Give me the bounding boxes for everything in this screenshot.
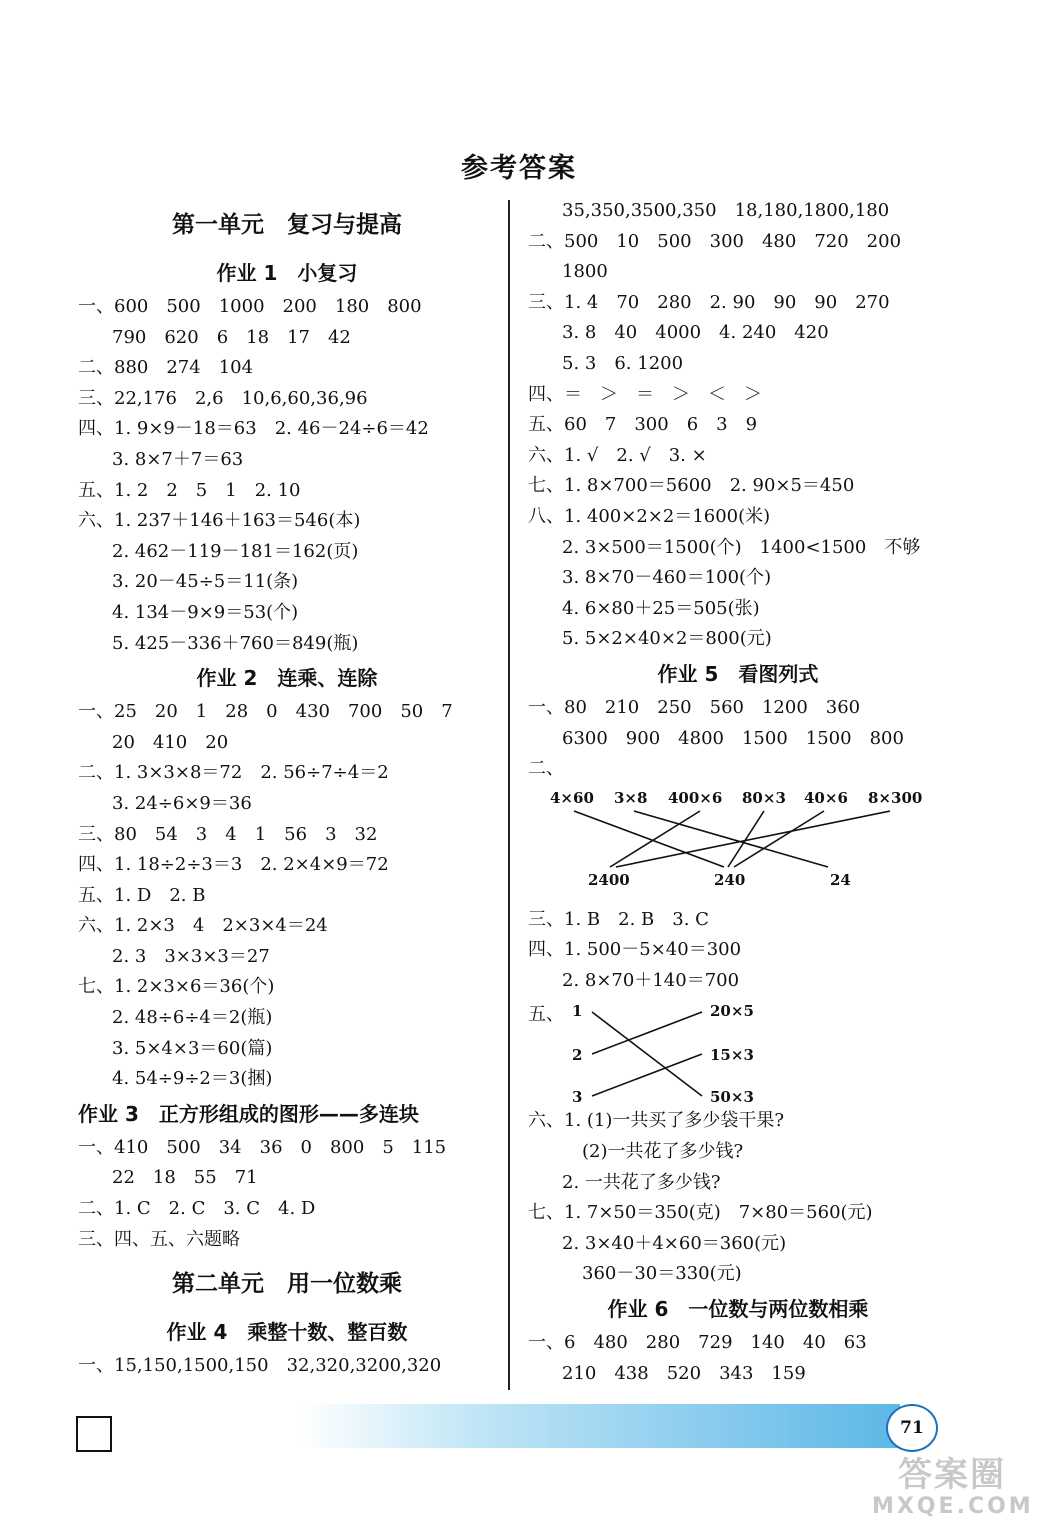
- answer-line: 四、1. 18÷2÷3＝3 2. 2×4×9＝72: [78, 854, 389, 876]
- answer-line: 一、6 480 280 729 140 40 63: [528, 1332, 867, 1354]
- answer-line: 二、: [528, 758, 564, 780]
- match1-bottom-2: 24: [830, 870, 851, 889]
- match1-line: [616, 811, 890, 867]
- answer-line: 八、1. 400×2×2＝1600(米): [528, 505, 771, 527]
- answer-line: 一、25 20 1 28 0 430 700 50 7: [78, 701, 453, 723]
- checkbox-square: [76, 1416, 112, 1452]
- hw2-title: 作业 2 连乘、连除: [196, 666, 378, 691]
- answer-line: 一、600 500 1000 200 180 800: [78, 296, 422, 317]
- answer-line: 二、1. C 2. C 3. C 4. D: [78, 1198, 316, 1220]
- hw6-title: 作业 6 一位数与两位数相乘: [607, 1297, 869, 1322]
- hw1-title: 作业 1 小复习: [216, 261, 358, 285]
- answer-line: 六、1. 237＋146＋163＝546(本): [78, 510, 361, 532]
- match2-label: 五、: [528, 1004, 564, 1026]
- answer-line: 二、880 274 104: [78, 357, 254, 379]
- answer-line: 2. 3 3×3×3＝27: [112, 945, 270, 967]
- page-title: 参考答案: [461, 153, 577, 184]
- answer-line: 一、410 500 34 36 0 800 5 115: [78, 1136, 447, 1158]
- answer-line: 20 410 20: [112, 731, 229, 753]
- answer-line: 七、1. 8×700＝5600 2. 90×5＝450: [528, 475, 855, 497]
- answer-line: 3. 20－45÷5＝11(条): [112, 571, 299, 593]
- answer-line: 2. 一共花了多少钱?: [562, 1171, 721, 1193]
- answer-line: 22 18 55 71: [112, 1167, 258, 1189]
- answer-line: 5. 3 6. 1200: [562, 352, 684, 374]
- match2-line: [592, 1012, 702, 1054]
- answer-line: 210 438 520 343 159: [562, 1362, 806, 1384]
- right-column: [528, 196, 948, 1389]
- answer-line: 六、1. (1)一共买了多少袋干果?: [528, 1110, 785, 1132]
- page-number: 71: [886, 1404, 938, 1452]
- match1-bottom-0: 2400: [588, 870, 630, 889]
- match2-right-2: 50×3: [710, 1088, 754, 1107]
- answer-line: 3. 8×70－460＝100(个): [562, 567, 772, 589]
- answer-line: 三、1. B 2. B 3. C: [528, 908, 709, 930]
- answer-line: 6300 900 4800 1500 1500 800: [562, 727, 904, 749]
- answer-line: 4. 6×80＋25＝505(张): [562, 597, 760, 619]
- answer-line: 五、60 7 300 6 3 9: [528, 414, 758, 436]
- match1-top-0: 4×60: [550, 788, 594, 807]
- answer-line: 一、80 210 250 560 1200 360: [528, 696, 861, 718]
- answer-line: 五、1. D 2. B: [78, 884, 206, 906]
- match2-left-0: 1: [572, 1002, 583, 1021]
- answer-line: 七、1. 7×50＝350(克) 7×80＝560(元): [528, 1202, 873, 1224]
- unit2-title: 第二单元 用一位数乘: [172, 1271, 402, 1298]
- answer-line: 2. 8×70＋140＝700: [562, 969, 740, 991]
- match1-line: [734, 811, 824, 867]
- hw3-title: 作业 3 正方形组成的图形——多连块: [78, 1101, 419, 1126]
- answer-line: 3. 24÷6×9＝36: [112, 792, 252, 814]
- match1-bottom-1: 240: [714, 870, 746, 889]
- match2-line: [592, 1012, 702, 1096]
- answer-line: 2. 3×500＝1500(个) 1400<1500 不够: [562, 536, 921, 558]
- answer-line: 5. 5×2×40×2＝800(元): [562, 628, 772, 650]
- answer-line: 四、＝ ＞ ＝ ＞ ＜ ＞: [528, 383, 762, 405]
- hw4-title: 作业 4 乘整十数、整百数: [166, 1320, 408, 1345]
- match1-line: [634, 811, 828, 867]
- answer-line: 三、80 54 3 4 1 56 3 32: [78, 823, 378, 845]
- match2-right-0: 20×5: [710, 1002, 754, 1021]
- answer-line: 3. 8 40 4000 4. 240 420: [562, 322, 829, 344]
- match1-top-5: 8×300: [868, 788, 923, 807]
- matching-diagram-1: [528, 785, 948, 905]
- unit1-title: 第一单元 复习与提高: [172, 212, 402, 238]
- answer-line: 三、1. 4 70 280 2. 90 90 90 270: [528, 291, 890, 313]
- answer-line: 一、15,150,1500,150 32,320,3200,320: [78, 1355, 442, 1377]
- answer-line: 2. 48÷6÷4＝2(瓶): [112, 1007, 273, 1029]
- answer-line: 2. 462－119－181＝162(页): [112, 540, 359, 562]
- column-divider: [508, 200, 510, 1390]
- match2-line: [592, 1054, 702, 1096]
- answer-line: 790 620 6 18 17 42: [112, 326, 351, 348]
- footer-band: [300, 1404, 900, 1448]
- match2-left-1: 2: [572, 1046, 583, 1065]
- answer-line: 二、500 10 500 300 480 720 200: [528, 230, 902, 252]
- answer-line: 二、1. 3×3×8＝72 2. 56÷7÷4＝2: [78, 762, 389, 784]
- match1-top-1: 3×8: [614, 788, 648, 807]
- match2-left-2: 3: [572, 1088, 583, 1107]
- answer-line: 1800: [562, 261, 608, 283]
- answer-line: (2)一共花了多少钱?: [582, 1141, 744, 1163]
- hw5-title: 作业 5 看图列式: [657, 661, 819, 686]
- answer-line: 七、1. 2×3×6＝36(个): [78, 976, 275, 998]
- answer-line: 六、1. 2×3 4 2×3×4＝24: [78, 915, 328, 937]
- answer-line: 360－30＝330(元): [582, 1263, 742, 1285]
- answer-line: 35,350,3500,350 18,180,1800,180: [562, 200, 890, 221]
- answer-line: 5. 425－336＋760＝849(瓶): [112, 632, 359, 654]
- match2-right-1: 15×3: [710, 1046, 754, 1065]
- left-column: [78, 196, 496, 1382]
- match1-top-3: 80×3: [742, 788, 786, 807]
- answer-line: 3. 8×7＋7＝63: [112, 448, 244, 470]
- watermark-url: MXQE.COM: [872, 1494, 1034, 1519]
- answer-line: 3. 5×4×3＝60(篇): [112, 1037, 273, 1059]
- answer-line: 六、1. √ 2. √ 3. ×: [528, 444, 707, 466]
- answer-line: 2. 3×40＋4×60＝360(元): [562, 1232, 787, 1254]
- answer-line: 4. 134－9×9＝53(个): [112, 601, 299, 623]
- answer-line: 三、四、五、六题略: [78, 1228, 240, 1250]
- watermark-text: 答案圈: [898, 1455, 1006, 1495]
- answer-line: 四、1. 9×9－18＝63 2. 46－24÷6＝42: [78, 418, 429, 440]
- match1-top-4: 40×6: [804, 788, 848, 807]
- answer-line: 四、1. 500－5×40＝300: [528, 939, 742, 961]
- answer-line: 4. 54÷9÷2＝3(捆): [112, 1068, 273, 1090]
- answer-line: 三、22,176 2,6 10,6,60,36,96: [78, 387, 368, 409]
- matching-diagram-2: [528, 996, 948, 1106]
- watermark-logo: [872, 1456, 1032, 1526]
- match1-top-2: 400×6: [668, 788, 723, 807]
- answer-line: 五、1. 2 2 5 1 2. 10: [78, 479, 301, 501]
- match1-line: [574, 811, 724, 867]
